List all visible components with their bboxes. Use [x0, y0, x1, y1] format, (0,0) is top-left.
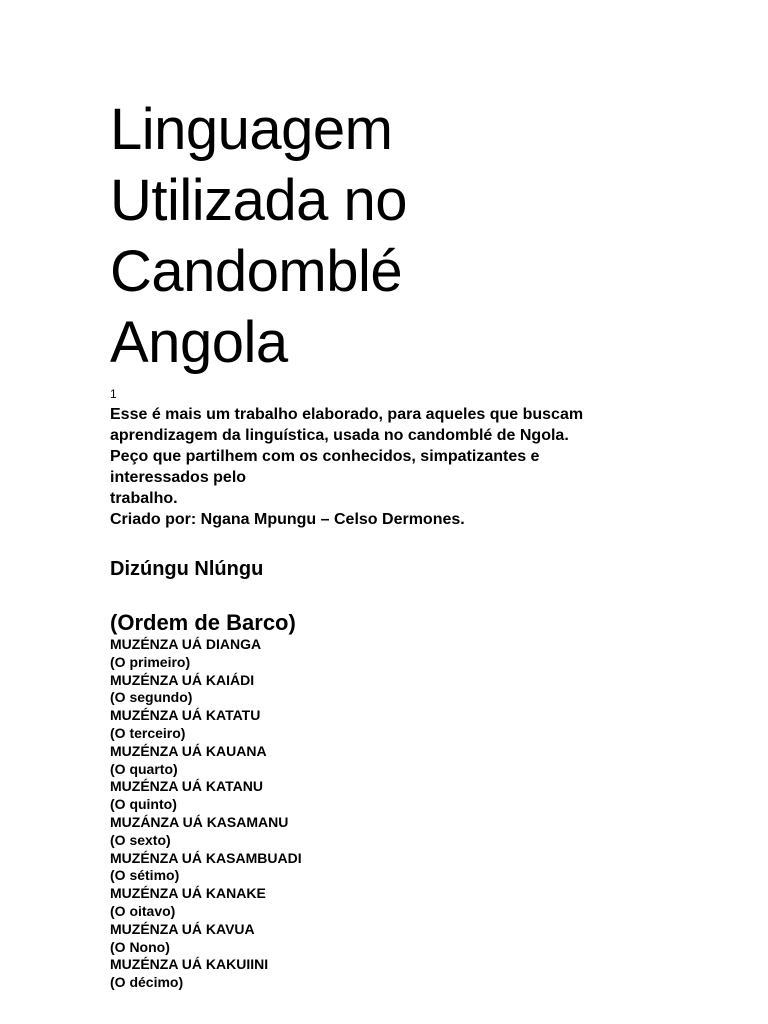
list-item: [110, 778, 710, 814]
intro-line: interessados pelo: [110, 469, 247, 486]
gloss: (O primeiro): [110, 653, 191, 670]
document-title: [110, 94, 710, 378]
list-item: [110, 743, 710, 779]
gloss: (O quarto): [110, 760, 178, 777]
gloss: (O oitavo): [110, 902, 176, 919]
term: MUZÉNZA UÁ KASAMBUADI: [110, 849, 302, 866]
intro-line: aprendizagem da linguística, usada no candomblé de Ngola.: [110, 427, 569, 444]
list-item: [110, 885, 710, 921]
term: MUZÉNZA UÁ KAIÁDI: [110, 671, 255, 688]
title-line: Linguagem: [110, 97, 393, 162]
intro-paragraph: [110, 404, 710, 530]
term: MUZÉNZA UÁ KATANU: [110, 778, 263, 795]
title-line: Angola: [110, 310, 288, 375]
term: MUZÉNZA UÁ DIANGA: [110, 636, 262, 652]
list-item: [110, 921, 710, 957]
list-item: [110, 636, 710, 672]
gloss: (O décimo): [110, 974, 184, 991]
section-subheading: (Ordem de Barco): [110, 610, 296, 635]
title-line: Utilizada no: [110, 168, 408, 233]
gloss: (O segundo): [110, 689, 193, 706]
title-line: Candomblé: [110, 239, 403, 304]
gloss: (O Nono): [110, 938, 170, 955]
intro-line: Peço que partilhem com os conhecidos, simpatizantes e: [110, 448, 540, 465]
intro-line: Esse é mais um trabalho elaborado, para aqueles que buscam: [110, 406, 584, 423]
author-credit: Criado por: Ngana Mpungu – Celso Dermones.: [110, 511, 465, 528]
term: MUZÉNZA UÁ KATATU: [110, 707, 261, 724]
page-number: 1: [110, 387, 117, 401]
list-item: [110, 707, 710, 743]
list-item: [110, 850, 710, 886]
list-item: [110, 814, 710, 850]
section-heading: Dizúngu Nlúngu: [110, 558, 264, 580]
gloss: (O quinto): [110, 796, 177, 813]
term-list: [110, 636, 710, 992]
document-page: [110, 94, 710, 992]
term: MUZÉNZA UÁ KAUANA: [110, 742, 267, 759]
intro-line: trabalho.: [110, 490, 178, 507]
term: MUZÁNZA UÁ KASAMANU: [110, 813, 289, 830]
term: MUZÉNZA UÁ KANAKE: [110, 885, 266, 902]
term: MUZÉNZA UÁ KAVUA: [110, 920, 255, 937]
gloss: (O sétimo): [110, 867, 180, 884]
gloss: (O terceiro): [110, 724, 186, 741]
gloss: (O sexto): [110, 831, 171, 848]
list-item: [110, 956, 710, 992]
term: MUZÉNZA UÁ KAKUIINI: [110, 956, 269, 973]
list-item: [110, 672, 710, 708]
